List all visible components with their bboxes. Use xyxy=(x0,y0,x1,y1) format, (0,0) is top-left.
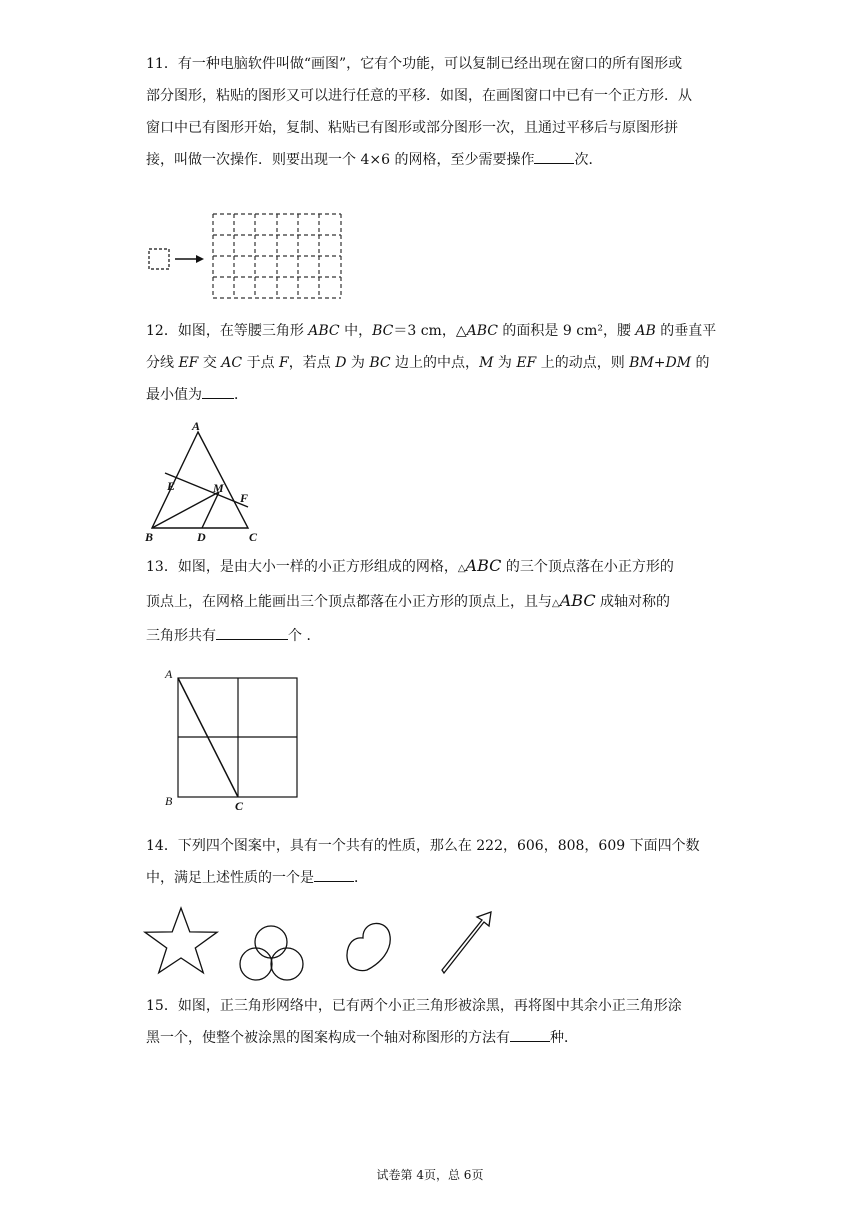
q15-line-2: 黑一个，使整个被涂黑的图案构成一个轴对称图形的方法有 种． xyxy=(146,1022,726,1054)
grid-copy-figure xyxy=(140,205,350,305)
q14-line-1: 14．下列四个图案中，具有一个共有的性质，那么在 222，606，808，609 下面四个数 xyxy=(146,838,700,854)
q12-line-3: 最小值为 ． xyxy=(146,379,726,411)
isosceles-triangle-figure xyxy=(140,420,270,545)
answer-blank[interactable] xyxy=(216,623,288,640)
answer-blank[interactable] xyxy=(202,382,234,399)
q13-line-2: 顶点上，在网格上能画出三个顶点都落在小正方形的顶点上，且与△ABC 成轴对称的 xyxy=(146,591,671,610)
line-bm xyxy=(152,492,219,528)
star-shape xyxy=(145,908,217,973)
label-f: F xyxy=(240,491,249,505)
label-m: M xyxy=(213,481,224,495)
arrow-head xyxy=(196,255,204,263)
q13-line-1: 13．如图，是由大小一样的小正方形组成的网格，△ABC 的三个顶点落在小正方形的 xyxy=(146,556,674,575)
label-c: C xyxy=(235,799,244,813)
q15-line-1: 15．如图，正三角形网络中，已有两个小正三角形被涂黑，再将图中其余小正三角形涂 xyxy=(146,998,682,1014)
single-square xyxy=(149,249,169,269)
three-circles-shape xyxy=(240,926,303,980)
dashed-4x6-grid xyxy=(213,214,341,298)
label-d: D xyxy=(197,530,206,544)
label-a: A xyxy=(165,667,173,681)
q11-line-3: 窗口中已有图形开始，复制、粘贴已有图形或部分图形一次，且通过平移后与原图形拼 xyxy=(146,120,678,136)
heart-shape xyxy=(347,923,390,970)
answer-blank[interactable] xyxy=(314,865,354,882)
q11-line-2: 部分图形，粘贴的图形又可以进行任意的平移．如图，在画图窗口中已有一个正方形．从 xyxy=(146,88,692,104)
q13-line-3: 三角形共有 个 ． xyxy=(146,620,726,652)
label-a: A xyxy=(192,419,201,433)
arrow-shape xyxy=(442,912,491,973)
answer-blank[interactable] xyxy=(534,147,574,164)
question-11 xyxy=(146,48,726,176)
label-c: C xyxy=(249,530,258,544)
label-b: B xyxy=(145,530,154,544)
question-14 xyxy=(146,830,726,894)
line-ef xyxy=(165,473,248,507)
four-patterns-figure xyxy=(140,900,510,990)
page-footer: 试卷第 4页，总 6页 xyxy=(376,1168,484,1182)
q14-line-2: 中，满足上述性质的一个是 ． xyxy=(146,862,726,894)
q11-line-1: 11．有一种电脑软件叫做“画图”，它有个功能，可以复制已经出现在窗口的所有图形或 xyxy=(146,56,683,72)
answer-blank[interactable] xyxy=(510,1025,550,1042)
label-b: B xyxy=(165,794,173,808)
line-dm xyxy=(202,492,219,528)
q11-line-4: 接，叫做一次操作．则要出现一个 4×6 的网格，至少需要操作 次． xyxy=(146,144,726,176)
q12-line-2: 分线 EF 交 AC 于点 F，若点 D 为 BC 边上的中点，M 为 EF 上的动点，则 BM+DM 的 xyxy=(146,355,710,371)
square-grid-figure xyxy=(160,665,305,813)
q12-line-1: 12．如图，在等腰三角形 ABC 中，BC＝3 cm，△ABC 的面积是 9 cm²，腰 AB 的垂直平 xyxy=(146,323,717,339)
question-15 xyxy=(146,990,726,1054)
question-12 xyxy=(146,315,726,411)
label-e: E xyxy=(167,479,176,493)
question-13 xyxy=(146,550,726,652)
